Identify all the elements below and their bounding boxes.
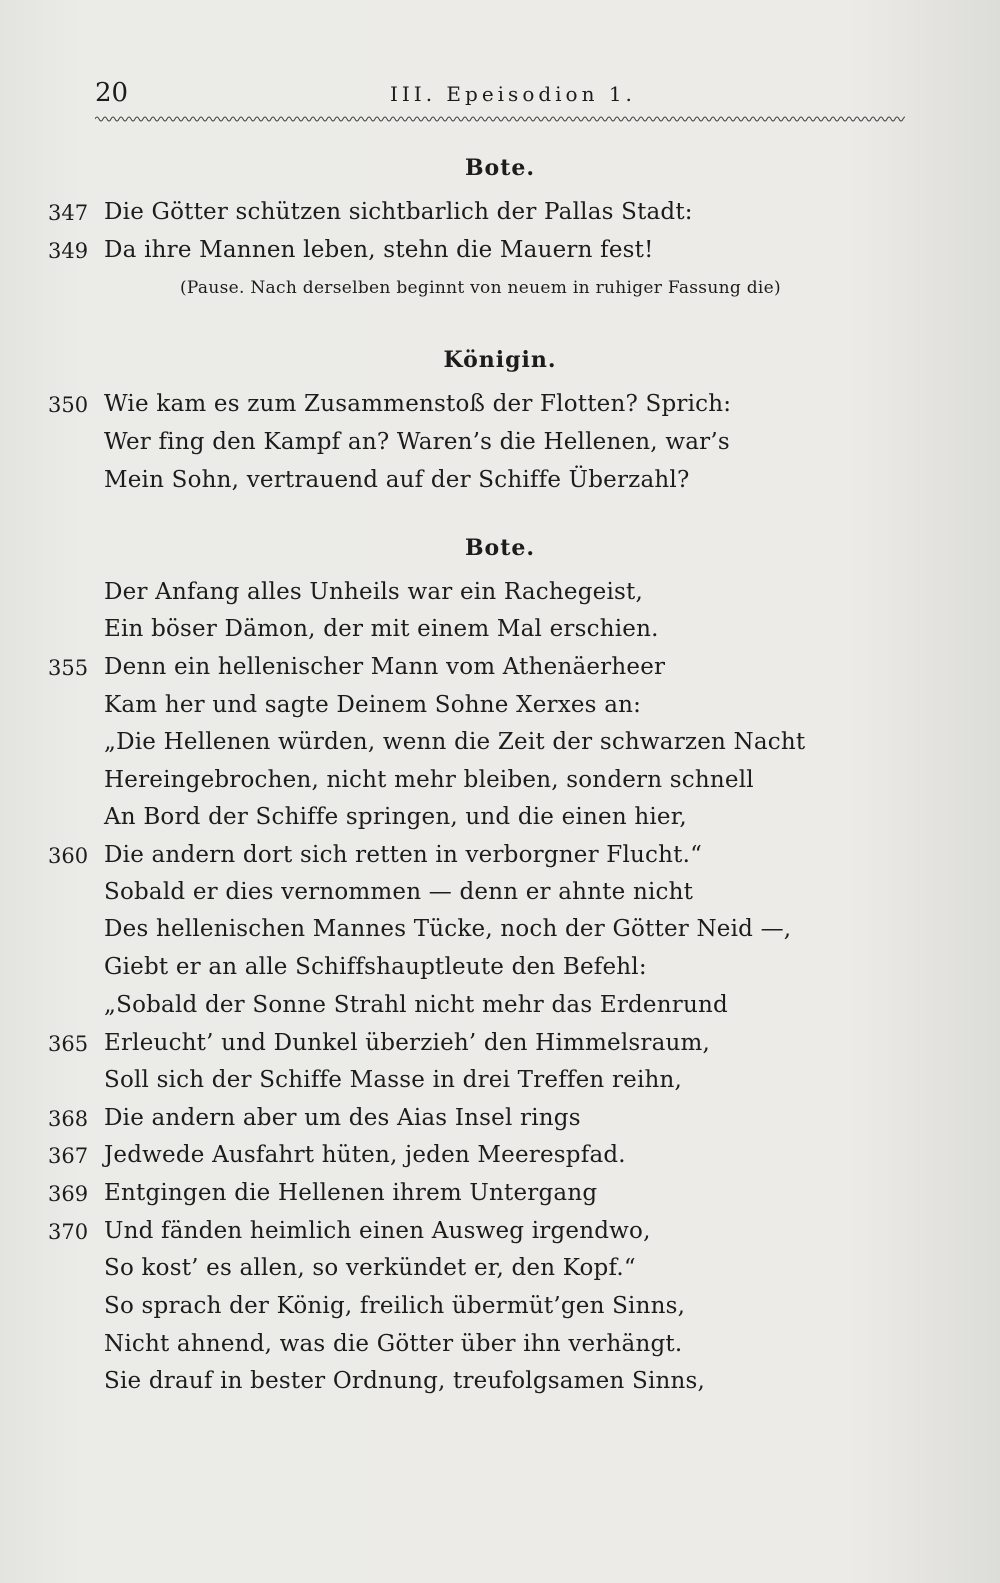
verse-text-line: So sprach der König, freilich übermüt’gen Sinns, xyxy=(104,1293,686,1319)
verse-text-line: Giebt er an alle Schiffshauptleute den Befehl: xyxy=(104,954,647,980)
line-number: 368 xyxy=(48,1107,89,1131)
verse-line xyxy=(0,612,1000,650)
verse-line xyxy=(0,725,1000,763)
verse-line xyxy=(0,950,1000,988)
running-head: III. Epeisodion 1. xyxy=(390,82,636,106)
verse-text-line: Da ihre Mannen leben, stehn die Mauern fest! xyxy=(104,237,654,263)
verse-line xyxy=(0,763,1000,801)
verse-text-line: Erleucht’ und Dunkel überzieh’ den Himmelsraum, xyxy=(104,1030,711,1056)
verse-line xyxy=(0,988,1000,1026)
wavy-rule xyxy=(95,114,905,124)
page-number: 20 xyxy=(95,78,129,108)
verse-line xyxy=(0,387,1000,425)
verse-line xyxy=(0,1289,1000,1327)
verse-text-line: Jedwede Ausfahrt hüten, jeden Meerespfad. xyxy=(104,1142,626,1168)
verse-line xyxy=(0,195,1000,233)
verse-line xyxy=(0,463,1000,501)
verse-line xyxy=(0,800,1000,838)
verse-text-line: Wer fing den Kampf an? Waren’s die Hellenen, war’s xyxy=(104,429,730,455)
verse-text-line: Soll sich der Schiffe Masse in drei Treffen reihn, xyxy=(104,1067,683,1093)
verse-text-line: Nicht ahnend, was die Götter über ihn verhängt. xyxy=(104,1331,683,1357)
verse-line xyxy=(0,233,1000,271)
page-header xyxy=(0,78,1000,118)
verse-line xyxy=(0,1214,1000,1252)
verse-text-line: Die andern dort sich retten in verborgner Flucht.“ xyxy=(104,842,703,868)
line-number: 355 xyxy=(48,656,89,680)
verse-line xyxy=(0,425,1000,463)
stage-direction: (Pause. Nach derselben beginnt von neuem in ruhiger Fassung die) xyxy=(180,278,781,298)
verse-text-line: Und fänden heimlich einen Ausweg irgendwo, xyxy=(104,1218,651,1244)
line-number: 370 xyxy=(48,1220,89,1244)
verse-text-line: So kost’ es allen, so verkündet er, den Kopf.“ xyxy=(104,1255,636,1281)
verse-text-line: Hereingebrochen, nicht mehr bleiben, sondern schnell xyxy=(104,767,754,793)
verse-line xyxy=(0,575,1000,613)
verse-text-line: Wie kam es zum Zusammenstoß der Flotten? Sprich: xyxy=(104,391,732,417)
verse-text-line: Die Götter schützen sichtbarlich der Pallas Stadt: xyxy=(104,199,693,225)
verse-line xyxy=(0,1026,1000,1064)
verse-line xyxy=(0,650,1000,688)
speaker-name: Königin. xyxy=(443,347,557,373)
verse-text-line: Des hellenischen Mannes Tücke, noch der Götter Neid —, xyxy=(104,916,792,942)
line-number: 360 xyxy=(48,844,89,868)
verse-line xyxy=(0,1251,1000,1289)
speaker-name: Bote. xyxy=(464,535,536,561)
line-number: 347 xyxy=(48,201,89,225)
verse-text-line: Sobald er dies vernommen — denn er ahnte nicht xyxy=(104,879,694,905)
verse-text-line: Ein böser Dämon, der mit einem Mal erschien. xyxy=(104,616,659,642)
line-number: 349 xyxy=(48,239,89,263)
line-number: 350 xyxy=(48,393,89,417)
verse-text-line: „Sobald der Sonne Strahl nicht mehr das Erdenrund xyxy=(104,992,728,1018)
speaker-name: Bote. xyxy=(464,155,536,181)
verse-line xyxy=(0,688,1000,726)
verse-line xyxy=(0,1101,1000,1139)
verse-line xyxy=(0,1138,1000,1176)
verse-text-line: Denn ein hellenischer Mann vom Athenäerheer xyxy=(104,654,666,680)
verse-line xyxy=(0,1327,1000,1365)
verse-line xyxy=(0,1364,1000,1402)
verse-line xyxy=(0,912,1000,950)
line-number: 365 xyxy=(48,1032,89,1056)
line-number: 367 xyxy=(48,1144,89,1168)
verse-text-line: Entgingen die Hellenen ihrem Untergang xyxy=(104,1180,598,1206)
verse-text-line: Sie drauf in bester Ordnung, treufolgsamen Sinns, xyxy=(104,1368,706,1394)
verse-line xyxy=(0,838,1000,876)
verse-line xyxy=(0,1063,1000,1101)
verse-text-line: Die andern aber um des Aias Insel rings xyxy=(104,1105,581,1131)
verse-text-line: Der Anfang alles Unheils war ein Rachegeist, xyxy=(104,579,643,605)
verse-text-line: Kam her und sagte Deinem Sohne Xerxes an: xyxy=(104,692,642,718)
line-number: 369 xyxy=(48,1182,89,1206)
verse-text-line: „Die Hellenen würden, wenn die Zeit der schwarzen Nacht xyxy=(104,729,806,755)
verse-line xyxy=(0,875,1000,913)
verse-text-line: An Bord der Schiffe springen, und die einen hier, xyxy=(104,804,687,830)
verse-line xyxy=(0,1176,1000,1214)
verse-text-line: Mein Sohn, vertrauend auf der Schiffe Überzahl? xyxy=(104,467,690,493)
